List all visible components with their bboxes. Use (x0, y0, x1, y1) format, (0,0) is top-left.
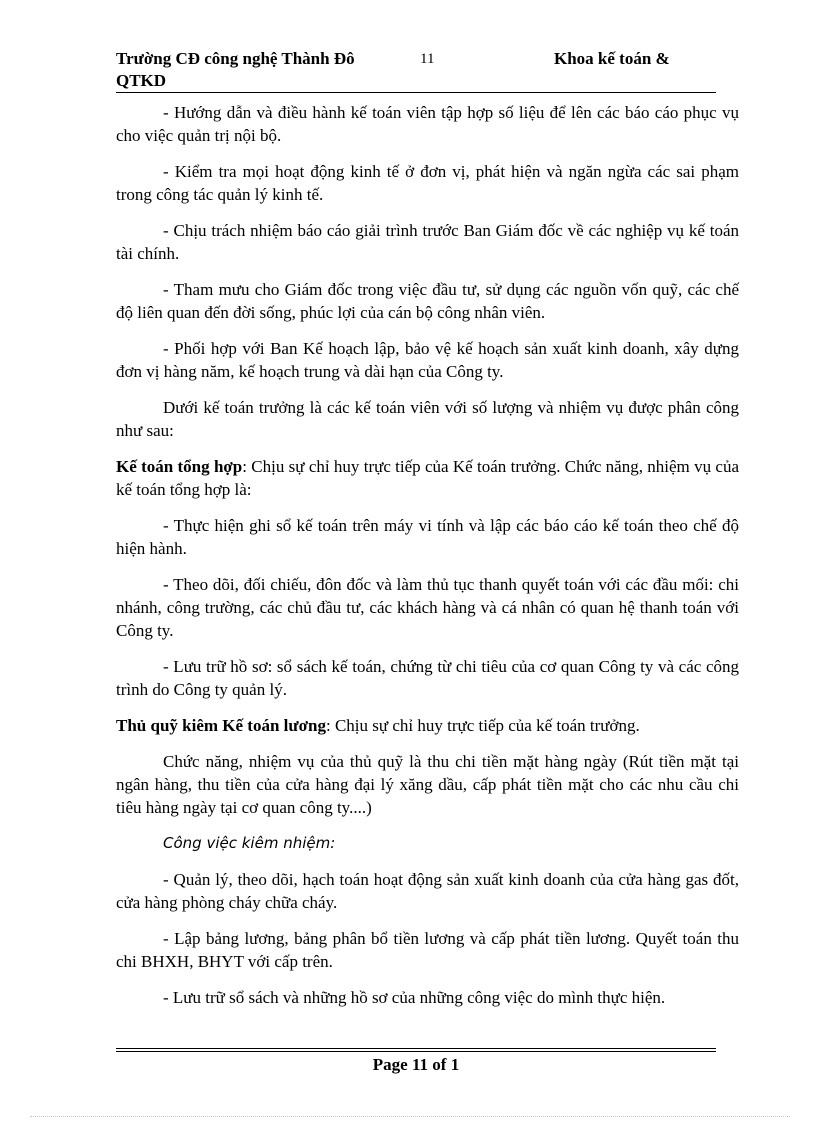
header-school-name: Trường CĐ công nghệ Thành Đô QTKD (116, 49, 355, 90)
paragraph: - Thực hiện ghi sổ kế toán trên máy vi tính và lập các báo cáo kế toán theo chế độ hiện hành. (116, 516, 739, 558)
page-header (116, 48, 716, 96)
paragraph-cashier (116, 714, 739, 737)
page-body (116, 101, 739, 1022)
header-page-number: 11 (420, 51, 435, 67)
footer-rule (116, 1048, 716, 1049)
paragraph: - Lập bảng lương, bảng phân bổ tiền lương và cấp phát tiền lương. Quyết toán thu chi BHXH, BHYT với cấp trên. (116, 929, 739, 971)
italic-subheading: Công việc kiêm nhiệm: (163, 834, 336, 852)
footer-rule (116, 1051, 716, 1052)
paragraph: - Lưu trữ hồ sơ: sổ sách kế toán, chứng từ chi tiêu của cơ quan Công ty và các công trình do Công ty quản lý. (116, 657, 739, 699)
header-rule (116, 92, 716, 93)
section-text: : Chịu sự chỉ huy trực tiếp của Kế toán trưởng. Chức năng, nhiệm vụ của kế toán tổng hợp là: (116, 457, 739, 499)
section-heading: Kế toán tổng hợp (116, 457, 243, 476)
section-text: : Chịu sự chỉ huy trực tiếp của kế toán trưởng. (325, 716, 640, 735)
page-break-marker (30, 1116, 790, 1117)
paragraph: - Theo dõi, đối chiếu, đôn đốc và làm thủ tục thanh quyết toán với các đầu mối: chi nhánh, công trường, các chủ đầu tư, các khách hàng và cá nhân có quan hệ thanh toán với Công ty. (116, 575, 739, 640)
paragraph: - Quản lý, theo dõi, hạch toán hoạt động sản xuất kinh doanh của cửa hàng gas đốt, cửa hàng phòng cháy chữa cháy. (116, 870, 739, 912)
header-department: Khoa kế toán & (554, 49, 670, 68)
paragraph: - Lưu trữ sổ sách và những hồ sơ của những công việc do mình thực hiện. (163, 988, 666, 1007)
paragraph: - Phối hợp với Ban Kế hoạch lập, bảo vệ kế hoạch sản xuất kinh doanh, xây dựng đơn vị hàng năm, kế hoạch trung và dài hạn của Công ty. (116, 339, 739, 381)
paragraph: Dưới kế toán trưởng là các kế toán viên với số lượng và nhiệm vụ được phân công như sau: (116, 398, 739, 440)
paragraph-general-accountant (116, 455, 739, 501)
paragraph: - Kiểm tra mọi hoạt động kinh tế ở đơn vị, phát hiện và ngăn ngừa các sai phạm trong công tác quản lý kinh tế. (116, 162, 739, 204)
paragraph: Chức năng, nhiệm vụ của thủ quỹ là thu chi tiền mặt hàng ngày (Rút tiền mặt tại ngân hàng, thu tiền của cửa hàng đại lý xăng dầu, cấp phát tiền mặt cho các nhu cầu chi tiêu hàng ngày tại cơ quan công ty....) (116, 752, 739, 817)
paragraph: - Tham mưu cho Giám đốc trong việc đầu tư, sử dụng các nguồn vốn quỹ, các chế độ liên quan đến đời sống, phúc lợi của cán bộ công nhân viên. (116, 280, 739, 322)
page-footer: Page 11 of 1 (372, 1055, 460, 1074)
paragraph: - Chịu trách nhiệm báo cáo giải trình trước Ban Giám đốc về các nghiệp vụ kế toán tài chính. (116, 221, 739, 263)
section-heading: Thủ quỹ kiêm Kế toán lương (116, 716, 326, 735)
paragraph: - Hướng dẫn và điều hành kế toán viên tập hợp số liệu để lên các báo cáo phục vụ cho việc quản trị nội bộ. (116, 103, 739, 145)
